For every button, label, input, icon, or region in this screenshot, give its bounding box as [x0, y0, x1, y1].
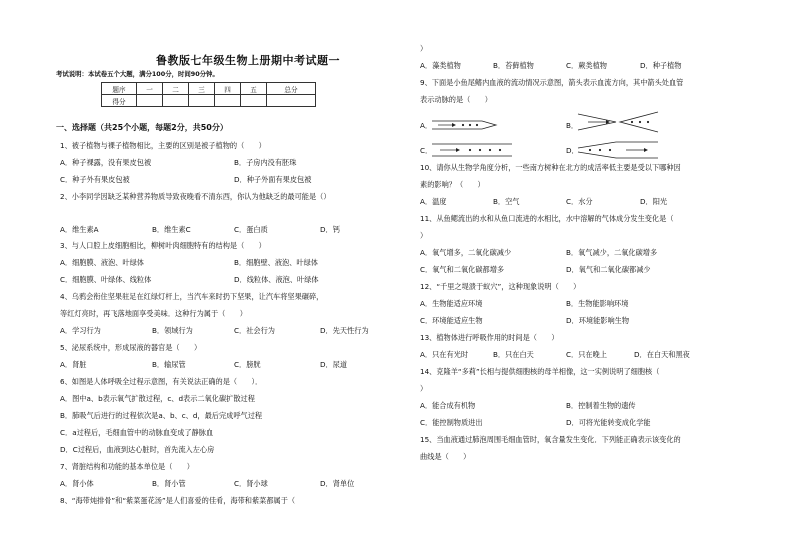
- option-d: D．线粒体、液泡、叶绿体: [234, 275, 319, 284]
- score-cell: 二: [163, 83, 189, 95]
- question-13: 13、植物体进行呼吸作用的时间是（ ）: [420, 333, 559, 342]
- option-c: C．社会行为: [234, 326, 275, 335]
- score-cell: 五: [241, 83, 267, 95]
- option-a: A．: [420, 121, 433, 130]
- option-a: A．维生素A: [60, 225, 99, 234]
- option-a: A．学习行为: [60, 326, 101, 335]
- option-d: D．种子植物: [640, 61, 682, 70]
- section-heading: 一、选择题（共25个小题，每题2分，共50分）: [56, 123, 228, 132]
- option-b: B．只在白天: [493, 350, 534, 359]
- option-d: D．尿道: [320, 360, 348, 369]
- question-7: 7、肾脏结构和功能的基本单位是（ ）: [60, 462, 194, 471]
- exam-note: 考试说明：本试卷五个大题，满分100分，时间90分钟。: [56, 70, 219, 78]
- question-8: 8、“海带炖排骨”和“紫菜蛋花汤”是人们喜爱的佳肴，海带和紫菜都属于（: [60, 496, 296, 505]
- vessel-diagram-c: [430, 138, 514, 162]
- option-a: A．图中a、b表示氧气扩散过程，c、d表示二氧化碳扩散过程: [60, 394, 255, 403]
- option-a: A．肾小体: [60, 479, 94, 488]
- score-table-header-row: [102, 83, 316, 95]
- score-cell: 总分: [267, 83, 316, 95]
- score-blank-cell: [189, 95, 215, 107]
- score-blank-cell: [215, 95, 241, 107]
- option-d: D．先天性行为: [320, 326, 369, 335]
- option-c: C．细胞膜、叶绿体、线粒体: [60, 275, 152, 284]
- option-c: C．能控制物质进出: [420, 418, 483, 427]
- score-blank-cell: [241, 95, 267, 107]
- score-cell: 一: [137, 83, 163, 95]
- option-b: B．细胞壁、液泡、叶绿体: [234, 258, 318, 267]
- option-b: B．: [566, 121, 579, 130]
- option-a: A．生物能适应环境: [420, 299, 483, 308]
- question-10-continued: 素的影响？（ ）: [420, 180, 485, 189]
- option-c: C．种子外有果皮包被: [60, 175, 130, 184]
- option-c: C．: [420, 146, 433, 155]
- score-cell: 三: [189, 83, 215, 95]
- option-a: A．种子裸露，没有果皮包被: [60, 158, 152, 167]
- option-d: D．钙: [320, 225, 340, 234]
- option-c: C．只在晚上: [566, 350, 607, 359]
- option-b: B．空气: [493, 197, 520, 206]
- question-3: 3、与人口腔上皮细胞相比，柳树叶肉细胞特有的结构是（ ）: [60, 241, 266, 250]
- option-d: D．肾单位: [320, 479, 355, 488]
- question-1: 1、被子植物与裸子植物相比，主要的区别是被子植物的（ ）: [60, 141, 266, 150]
- vessel-diagram-d: [576, 138, 660, 162]
- exam-title: 鲁教版七年级生物上册期中考试题一: [156, 54, 340, 67]
- option-c: C．肾小球: [234, 479, 268, 488]
- vessel-diagram-a: [430, 114, 500, 134]
- option-a: A．只在有光时: [420, 350, 469, 359]
- vessel-diagram-b: [576, 110, 660, 134]
- score-cell: 四: [215, 83, 241, 95]
- score-blank-cell: [267, 95, 316, 107]
- option-b: B．控制着生物的遗传: [566, 401, 636, 410]
- option-b: B．领域行为: [152, 326, 193, 335]
- option-d: D．可将光能转变成化学能: [566, 418, 651, 427]
- option-c: C．a过程后，毛细血管中的动脉血变成了静脉血: [60, 428, 214, 437]
- option-b: B．肺吸气后进行的过程依次是a、b、c、d，最后完成呼气过程: [60, 411, 263, 420]
- option-b: B．维生素C: [152, 225, 191, 234]
- score-cell: 题序: [102, 83, 137, 95]
- question-4: 4、乌鸦会衔住坚果驻足在红绿灯杆上，当汽车来时扔下坚果，让汽车将坚果碾碎，: [60, 292, 324, 301]
- option-b: B．生物能影响环境: [566, 299, 629, 308]
- option-a: A．藻类植物: [420, 61, 461, 70]
- option-d: D．种子外面有果皮包被: [234, 175, 312, 184]
- question-11: 11、从鱼鳃流出的水和从鱼口流进的水相比，水中溶解的气体成分发生变化是（: [420, 214, 674, 223]
- question-14-continued: ）: [420, 384, 428, 393]
- option-d: D．阳光: [640, 197, 668, 206]
- option-a: A．能合成有机物: [420, 401, 476, 410]
- question-11-continued: ）: [420, 231, 428, 240]
- score-cell: 得分: [102, 95, 137, 107]
- question-4-continued: 等红灯亮时，再飞落地面享受美味．这种行为属于（ ）: [60, 309, 247, 318]
- option-c: C．水分: [566, 197, 593, 206]
- question-12: 12、“千里之堤溃于蚁穴”，这种现象说明（ ）: [420, 282, 581, 291]
- question-9-continued: 表示动脉的是（ ）: [420, 95, 492, 104]
- option-c: C．氧气和二氧化碳都增多: [420, 265, 505, 274]
- option-d: D．氧气和二氧化碳都减少: [566, 265, 651, 274]
- score-blank-cell: [163, 95, 189, 107]
- option-c: C．膀胱: [234, 360, 261, 369]
- option-a: A．温度: [420, 197, 447, 206]
- option-d: D．: [566, 146, 579, 155]
- question-6: 6、如图是人体呼吸全过程示意图，有关说法正确的是（ ）．: [60, 377, 263, 386]
- score-blank-cell: [137, 95, 163, 107]
- question-9: 9、下面是小鱼尾鳍内血液的流动情况示意图，箭头表示血流方向，其中箭头处血管: [420, 78, 684, 87]
- option-c: C．蕨类植物: [566, 61, 607, 70]
- option-c: C．蛋白质: [234, 225, 268, 234]
- score-table-score-row: [102, 95, 316, 107]
- question-15: 15、当血液通过肺泡周围毛细血管时，氧含量发生变化．下列能正确表示该变化的: [420, 435, 681, 444]
- option-b: B．氧气减少，二氧化碳增多: [566, 248, 658, 257]
- option-a: A．氧气增多，二氧化碳减少: [420, 248, 512, 257]
- question-14: 14、克隆羊“多莉”长相与提供细胞核的母羊相像，这一实例说明了细胞核（: [420, 367, 660, 376]
- option-d: D．在白天和黑夜: [634, 350, 690, 359]
- option-c: C．环境能适应生物: [420, 316, 483, 325]
- option-b: B．苔藓植物: [493, 61, 534, 70]
- option-b: B．输尿管: [152, 360, 186, 369]
- question-10: 10、请你从生物学角度分析，一些南方树种在北方的成活率低主要是受以下哪种因: [420, 163, 681, 172]
- option-b: B．子房内没有胚珠: [234, 158, 297, 167]
- option-d: D．环境能影响生物: [566, 316, 630, 325]
- option-d: D．C过程后，血液到达心脏时，首先流入左心房: [60, 445, 215, 454]
- question-8-close: ）: [420, 44, 428, 53]
- option-b: B．肾小管: [152, 479, 186, 488]
- question-15-continued: 曲线是（ ）: [420, 452, 471, 461]
- question-2: 2、小李同学因缺乏某种营养物质导致夜晚看不清东西，你认为他缺乏的最可能是（）: [60, 192, 331, 201]
- option-a: A．细胞膜、液泡、叶绿体: [60, 258, 144, 267]
- option-a: A．肾脏: [60, 360, 87, 369]
- question-5: 5、泌尿系统中，形成尿液的器官是（ ）: [60, 343, 202, 352]
- score-table: [101, 82, 316, 107]
